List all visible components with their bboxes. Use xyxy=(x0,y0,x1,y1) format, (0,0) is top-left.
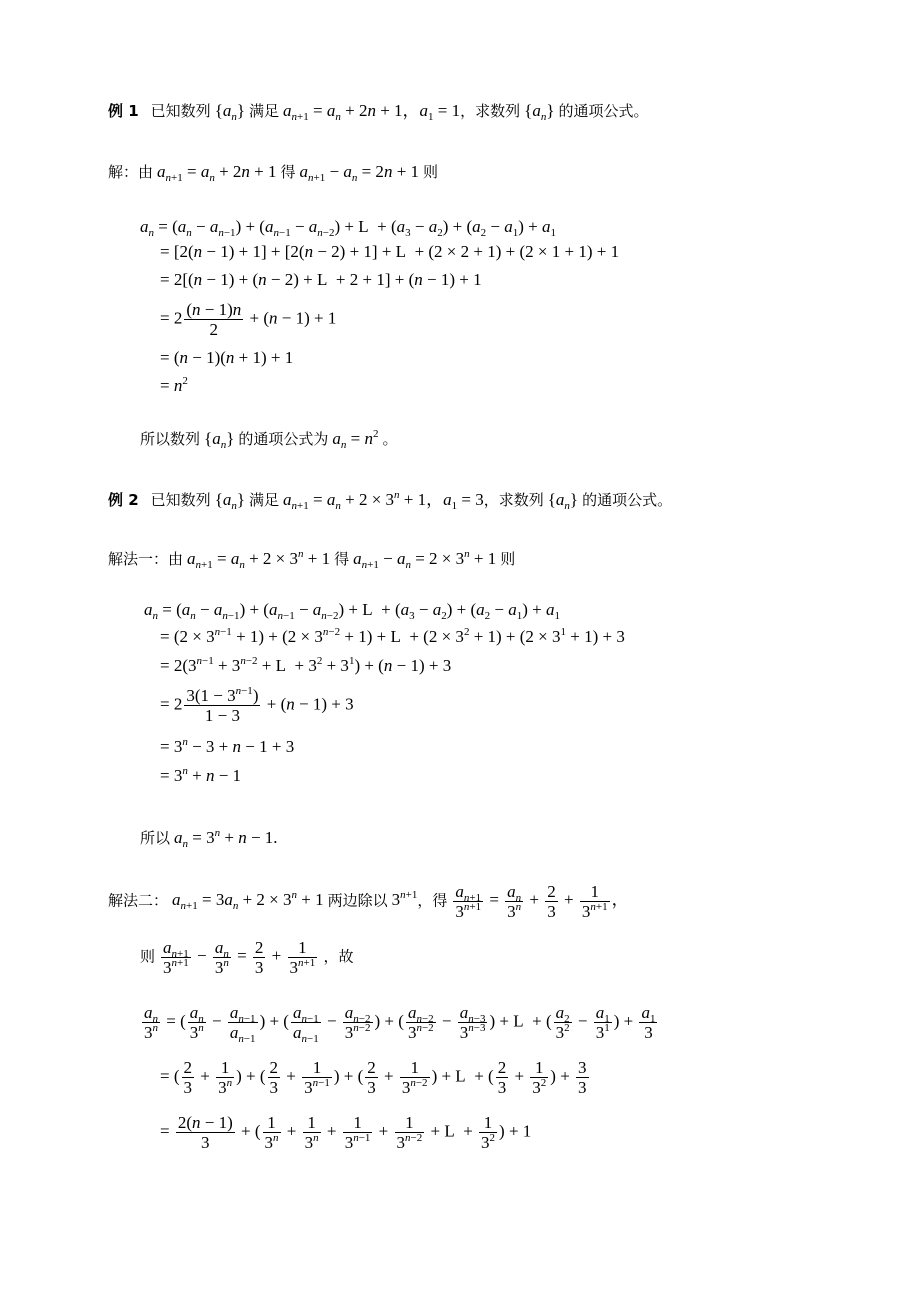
ex1-eq-line-1: $a_n = (a_n - a_{n-1}) + (a_{n-1} - a_{n-2}) + L + (a_3 - a_2) + (a_2 - a_1) + a_1$ xyxy=(140,217,557,239)
example-1-conclusion: 所以数列 $\{a_n\}$ 的通项公式为 $a_n = n^2$ 。 xyxy=(140,428,398,451)
ex2-eq-line-3: = $2(3^{n-1} + 3^{n-2} + L + 3^2 + 3^1) + (n - 1) + 3$ xyxy=(160,655,452,675)
ex2-eq-line-6: = $3^n + n - 1$ xyxy=(160,765,242,785)
ex1-eq-line-3: = 2[(n − 1) + (n − 2) + L + 2 + 1] + (n − 1) + 1 xyxy=(160,270,482,289)
ex2-eq-line-5: = $3^n - 3 + n - 1 + 3$ xyxy=(160,736,295,756)
ex2-eq-line-1: $a_n = (a_n - a_{n-1}) + (a_{n-1} - a_{n-2}) + L + (a_3 - a_2) + (a_2 - a_1) + a_1$ xyxy=(144,600,561,622)
ex1-eq-line-5: = (n − 1)(n + 1) + 1 xyxy=(160,348,294,367)
example-2-label: 例 2 xyxy=(108,491,139,509)
ex2-eq-line-4: = 2 $\frac{3(1 - 3^{n-1})}{1 - 3}$ + (n − 1) + 3 xyxy=(160,685,354,725)
example-2-statement: 例 2 已知数列 $\{a_n\}$ 满足 $a_{n+1} = a_n + 2 \times 3^n + 1$，$a_1 = 3$，求数列 $\{a_n\}$ 的通项公式。 xyxy=(108,489,673,512)
ex2-sol2-eq-line-3: = $\frac{2(n - 1)}{3}$ + ( $\frac{1}{3^n}$ + $\frac{1}{3^n}$ + $\frac{1}{3^{n-1}}$ + $\frac{1}{3^{n-2}}$ + L + $\frac{1}{3^2}$ ) + 1 xyxy=(160,1113,532,1152)
ex1-eq-line-6: = $n^2$ xyxy=(160,375,188,395)
ex1-eq-line-4: = 2 $\frac{(n - 1)n}{2}$ + (n − 1) + 1 xyxy=(160,300,337,339)
ex1-eq-line-2: = [2(n − 1) + 1] + [2(n − 2) + 1] + L + (2 × 2 + 1) + (2 × 1 + 1) + 1 xyxy=(160,242,620,261)
example-1-solution-intro: 解：由 $a_{n+1} = a_n + 2n + 1$ 得 $a_{n+1} - a_n = 2n + 1$ 则 xyxy=(108,162,439,184)
example-2-solution-2-intro: 解法二： $a_{n+1} = 3a_n + 2 \times 3^n + 1$ 两边除以 $3^{n+1}$，得 $\frac{a_{n+1}}{3^{n+1}}$ = $\frac{a_n}{3^n}$ + $\frac{2}{3}$ + $\frac{1}{3^{n+1}}$ ， xyxy=(108,882,629,921)
example-2-solution-2-relation: 则 $\frac{a_{n+1}}{3^{n+1}}$ − $\frac{a_n}{3^n}$ = $\frac{2}{3}$ + $\frac{1}{3^{n+1}}$ ，故 xyxy=(140,938,354,977)
ex2-eq-line-2: = $(2 \times 3^{n-1} + 1) + (2 \times 3^{n-2} + 1) + L + (2 \times 3^2 + 1) + (2 \times 3^1 + 1) + 3$ xyxy=(160,626,625,646)
example-2-solution-1-intro: 解法一：由 $a_{n+1} = a_n + 2 \times 3^n + 1$ 得 $a_{n+1} - a_n = 2 \times 3^n + 1$ 则 xyxy=(108,548,516,571)
example-1-label: 例 1 xyxy=(108,102,139,120)
example-1-statement: 例 1 已知数列 $\{a_n\}$ 满足 $a_{n+1} = a_n + 2n + 1$，$a_1 = 1$，求数列 $\{a_n\}$ 的通项公式。 xyxy=(108,101,649,123)
ex2-sol2-eq-line-1: $\frac{a_n}{3^n}$ = ( $\frac{a_n}{3^n}$ − $\frac{a_{n-1}}{a_{n-1}}$ ) + ( $\frac{a_{n-1}}{a_{n-1}}$ − $\frac{a_{n-2}}{3^{n-2}}$ ) + ( $\frac{a_{n-2}}{3^{n-2}}$ − $\frac{a_{n-3}}{3^{n-3}}$ ) + L + ( $\frac{a_2}{3^2}$ − $\frac{a_1}{3^1}$ ) + $\frac{a_1}{3}$ xyxy=(144,1003,656,1045)
example-2-solution-1-conclusion: 所以 $a_n = 3^n + n - 1$. xyxy=(140,827,278,850)
ex2-sol2-eq-line-2: = ( $\frac{2}{3}$ + $\frac{1}{3^n}$ ) + ( $\frac{2}{3}$ + $\frac{1}{3^{n-1}}$ ) + ( $\frac{2}{3}$ + $\frac{1}{3^{n-2}}$ ) + L + ( $\frac{2}{3}$ + $\frac{1}{3^2}$ ) + $\frac{3}{3}$ xyxy=(160,1058,587,1097)
